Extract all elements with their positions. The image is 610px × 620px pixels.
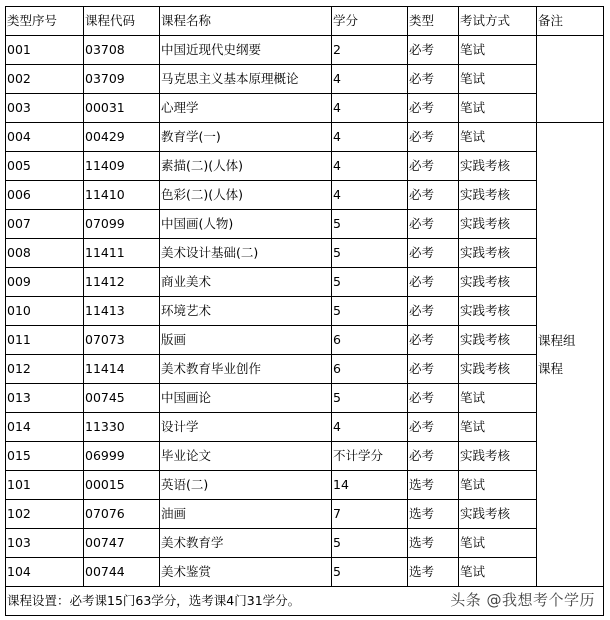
- cell-seq: 003: [6, 94, 84, 123]
- cell-credit: 5: [332, 210, 408, 239]
- cell-exam: 笔试: [459, 529, 537, 558]
- cell-name: 毕业论文: [160, 442, 332, 471]
- cell-exam: 笔试: [459, 384, 537, 413]
- cell-exam: 实践考核: [459, 500, 537, 529]
- cell-name: 心理学: [160, 94, 332, 123]
- cell-code: 00429: [84, 123, 160, 152]
- cell-seq: 009: [6, 268, 84, 297]
- cell-name: 设计学: [160, 413, 332, 442]
- cell-type: 选考: [408, 558, 459, 587]
- table-row: [6, 123, 604, 152]
- cell-type: 必考: [408, 36, 459, 65]
- cell-seq: 103: [6, 529, 84, 558]
- cell-credit: 6: [332, 326, 408, 355]
- table-row: [6, 36, 604, 65]
- cell-type: 必考: [408, 181, 459, 210]
- cell-seq: 007: [6, 210, 84, 239]
- cell-seq: 013: [6, 384, 84, 413]
- cell-seq: 014: [6, 413, 84, 442]
- cell-name: 商业美术: [160, 268, 332, 297]
- cell-type: 必考: [408, 326, 459, 355]
- table-row: [6, 297, 604, 326]
- cell-credit: 5: [332, 297, 408, 326]
- cell-name: 中国画论: [160, 384, 332, 413]
- cell-code: 06999: [84, 442, 160, 471]
- cell-name: 美术教育学: [160, 529, 332, 558]
- cell-code: 00015: [84, 471, 160, 500]
- cell-name: 中国近现代史纲要: [160, 36, 332, 65]
- header-exam: 考试方式: [459, 7, 537, 36]
- header-name: 课程名称: [160, 7, 332, 36]
- cell-code: 11412: [84, 268, 160, 297]
- cell-code: 11409: [84, 152, 160, 181]
- table-row: [6, 558, 604, 587]
- table-row: [6, 94, 604, 123]
- cell-exam: 笔试: [459, 558, 537, 587]
- cell-name: 色彩(二)(人体): [160, 181, 332, 210]
- cell-type: 必考: [408, 268, 459, 297]
- header-row: [6, 7, 604, 36]
- cell-exam: 实践考核: [459, 181, 537, 210]
- cell-credit: 5: [332, 558, 408, 587]
- footer-cell: [6, 587, 604, 616]
- cell-code: 07076: [84, 500, 160, 529]
- cell-exam: 实践考核: [459, 210, 537, 239]
- cell-code: 03709: [84, 65, 160, 94]
- watermark: 头条 @我想考个学历: [450, 591, 595, 609]
- table-row: [6, 65, 604, 94]
- cell-credit: 4: [332, 181, 408, 210]
- cell-code: 00031: [84, 94, 160, 123]
- cell-exam: 实践考核: [459, 239, 537, 268]
- cell-name: 英语(二): [160, 471, 332, 500]
- cell-name: 中国画(人物): [160, 210, 332, 239]
- cell-credit: 5: [332, 384, 408, 413]
- table-row: [6, 529, 604, 558]
- cell-type: 必考: [408, 297, 459, 326]
- table-row: [6, 326, 604, 355]
- cell-seq: 104: [6, 558, 84, 587]
- cell-type: 必考: [408, 94, 459, 123]
- cell-exam: 笔试: [459, 94, 537, 123]
- cell-credit: 4: [332, 152, 408, 181]
- cell-type: 必考: [408, 384, 459, 413]
- cell-name: 美术设计基础(二): [160, 239, 332, 268]
- cell-type: 必考: [408, 442, 459, 471]
- cell-code: 00745: [84, 384, 160, 413]
- cell-seq: 015: [6, 442, 84, 471]
- cell-type: 必考: [408, 210, 459, 239]
- cell-name: 美术鉴赏: [160, 558, 332, 587]
- cell-type: 必考: [408, 413, 459, 442]
- cell-code: 00744: [84, 558, 160, 587]
- cell-type: 必考: [408, 152, 459, 181]
- header-seq: 类型序号: [6, 7, 84, 36]
- cell-credit: 14: [332, 471, 408, 500]
- cell-exam: 实践考核: [459, 326, 537, 355]
- cell-code: 11330: [84, 413, 160, 442]
- table-row: [6, 268, 604, 297]
- cell-exam: 实践考核: [459, 297, 537, 326]
- cell-credit: 4: [332, 123, 408, 152]
- cell-credit: 6: [332, 355, 408, 384]
- table-row: [6, 442, 604, 471]
- cell-name: 版画: [160, 326, 332, 355]
- cell-exam: 笔试: [459, 471, 537, 500]
- cell-exam: 实践考核: [459, 355, 537, 384]
- cell-seq: 012: [6, 355, 84, 384]
- cell-type: 必考: [408, 65, 459, 94]
- table-row: [6, 355, 604, 384]
- header-credit: 学分: [332, 7, 408, 36]
- cell-seq: 008: [6, 239, 84, 268]
- cell-code: 07099: [84, 210, 160, 239]
- table-row: [6, 181, 604, 210]
- cell-name: 素描(二)(人体): [160, 152, 332, 181]
- cell-type: 选考: [408, 471, 459, 500]
- footer-row: [6, 587, 604, 616]
- cell-code: 11411: [84, 239, 160, 268]
- cell-credit: 4: [332, 413, 408, 442]
- cell-name: 油画: [160, 500, 332, 529]
- header-code: 课程代码: [84, 7, 160, 36]
- cell-credit: 5: [332, 268, 408, 297]
- cell-seq: 010: [6, 297, 84, 326]
- cell-type: 必考: [408, 355, 459, 384]
- cell-exam: 笔试: [459, 65, 537, 94]
- cell-credit: 7: [332, 500, 408, 529]
- cell-exam: 实践考核: [459, 268, 537, 297]
- header-type: 类型: [408, 7, 459, 36]
- cell-code: 11414: [84, 355, 160, 384]
- course-summary: 课程设置：必考课15门63学分，选考课4门31学分。: [7, 593, 301, 608]
- cell-code: 07073: [84, 326, 160, 355]
- cell-type: 必考: [408, 239, 459, 268]
- table-row: [6, 500, 604, 529]
- cell-name: 马克思主义基本原理概论: [160, 65, 332, 94]
- cell-exam: 笔试: [459, 123, 537, 152]
- cell-credit: 4: [332, 65, 408, 94]
- cell-name: 教育学(一): [160, 123, 332, 152]
- cell-code: 11410: [84, 181, 160, 210]
- table-row: [6, 152, 604, 181]
- note-line-2: 课程: [538, 360, 564, 376]
- cell-credit: 2: [332, 36, 408, 65]
- cell-exam: 笔试: [459, 413, 537, 442]
- cell-code: 03708: [84, 36, 160, 65]
- cell-seq: 102: [6, 500, 84, 529]
- cell-type: 必考: [408, 123, 459, 152]
- cell-type: 选考: [408, 500, 459, 529]
- cell-credit: 不计学分: [332, 442, 408, 471]
- cell-code: 00747: [84, 529, 160, 558]
- cell-credit: 5: [332, 529, 408, 558]
- table-row: [6, 471, 604, 500]
- cell-seq: 011: [6, 326, 84, 355]
- cell-seq: 006: [6, 181, 84, 210]
- table-row: [6, 413, 604, 442]
- note-group-course: [537, 123, 604, 587]
- cell-credit: 4: [332, 94, 408, 123]
- cell-seq: 001: [6, 36, 84, 65]
- cell-seq: 002: [6, 65, 84, 94]
- table-row: [6, 239, 604, 268]
- course-table: [5, 6, 604, 616]
- cell-name: 环境艺术: [160, 297, 332, 326]
- table-row: [6, 210, 604, 239]
- cell-name: 美术教育毕业创作: [160, 355, 332, 384]
- cell-type: 选考: [408, 529, 459, 558]
- cell-credit: 5: [332, 239, 408, 268]
- header-note: 备注: [537, 7, 604, 36]
- cell-exam: 笔试: [459, 36, 537, 65]
- cell-exam: 实践考核: [459, 442, 537, 471]
- note-group-public: [537, 36, 604, 123]
- cell-code: 11413: [84, 297, 160, 326]
- cell-exam: 实践考核: [459, 152, 537, 181]
- cell-seq: 101: [6, 471, 84, 500]
- cell-seq: 004: [6, 123, 84, 152]
- table-row: [6, 384, 604, 413]
- note-line-1: 课程组: [538, 332, 576, 348]
- cell-seq: 005: [6, 152, 84, 181]
